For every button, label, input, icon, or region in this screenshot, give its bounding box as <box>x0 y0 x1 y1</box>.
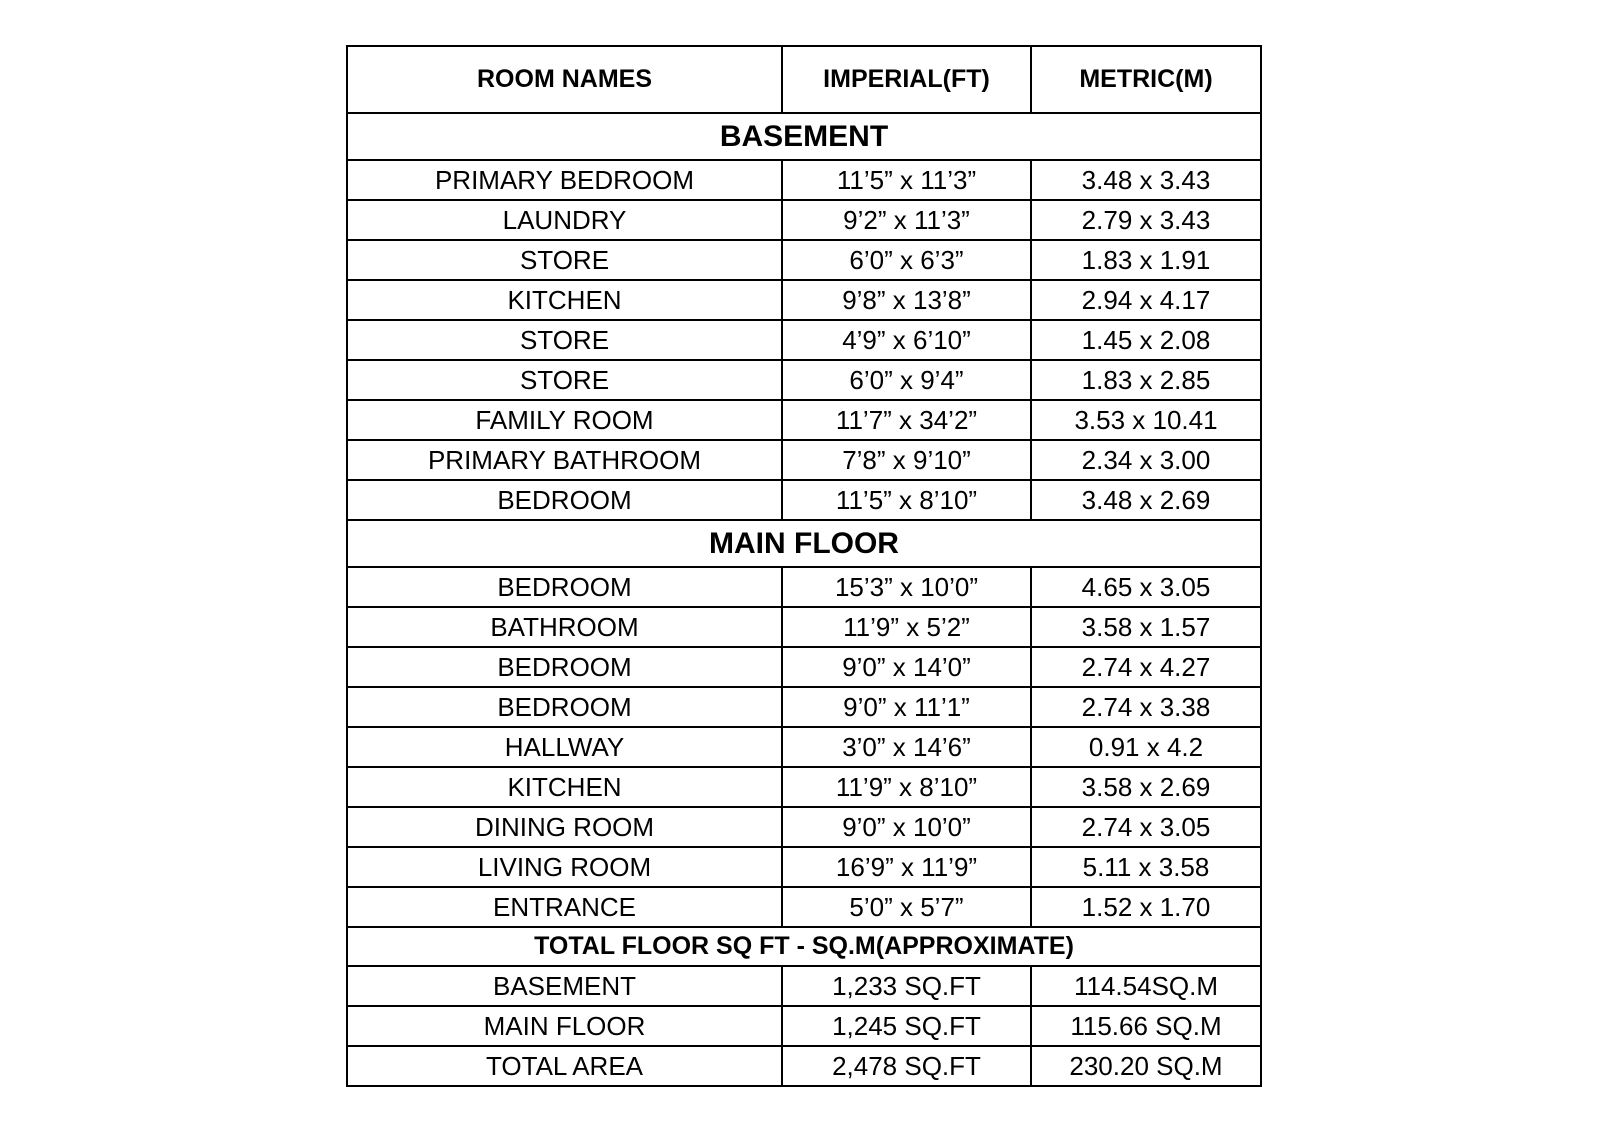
metric-cell: 3.58 x 2.69 <box>1031 767 1261 807</box>
metric-cell: 3.48 x 3.43 <box>1031 160 1261 200</box>
room-name-cell: BEDROOM <box>347 687 782 727</box>
room-name-cell: BEDROOM <box>347 647 782 687</box>
table-row <box>347 807 1261 847</box>
room-name-cell: ENTRANCE <box>347 887 782 927</box>
room-name-cell: HALLWAY <box>347 727 782 767</box>
table-row <box>347 200 1261 240</box>
table-row <box>347 240 1261 280</box>
metric-cell: 5.11 x 3.58 <box>1031 847 1261 887</box>
metric-cell: 114.54SQ.M <box>1031 966 1261 1006</box>
metric-cell: 1.45 x 2.08 <box>1031 320 1261 360</box>
room-name-cell: STORE <box>347 360 782 400</box>
imperial-cell: 11’7” x 34’2” <box>782 400 1031 440</box>
imperial-cell: 9’0” x 11’1” <box>782 687 1031 727</box>
imperial-cell: 15’3” x 10’0” <box>782 567 1031 607</box>
imperial-cell: 5’0” x 5’7” <box>782 887 1031 927</box>
totals-header-title: TOTAL FLOOR SQ FT - SQ.M(APPROXIMATE) <box>347 927 1261 966</box>
room-name-cell: STORE <box>347 320 782 360</box>
room-name-cell: MAIN FLOOR <box>347 1006 782 1046</box>
table-row <box>347 687 1261 727</box>
room-dimensions-table <box>346 45 1262 1087</box>
room-name-cell: BATHROOM <box>347 607 782 647</box>
table-row <box>347 887 1261 927</box>
table-row <box>347 567 1261 607</box>
metric-cell: 115.66 SQ.M <box>1031 1006 1261 1046</box>
imperial-cell: 11’5” x 11’3” <box>782 160 1031 200</box>
table-row <box>347 847 1261 887</box>
metric-cell: 1.83 x 1.91 <box>1031 240 1261 280</box>
table-row <box>347 360 1261 400</box>
room-name-cell: FAMILY ROOM <box>347 400 782 440</box>
imperial-cell: 6’0” x 6’3” <box>782 240 1031 280</box>
room-name-cell: DINING ROOM <box>347 807 782 847</box>
metric-cell: 1.83 x 2.85 <box>1031 360 1261 400</box>
imperial-cell: 9’0” x 14’0” <box>782 647 1031 687</box>
room-name-cell: LIVING ROOM <box>347 847 782 887</box>
imperial-cell: 9’0” x 10’0” <box>782 807 1031 847</box>
imperial-cell: 1,245 SQ.FT <box>782 1006 1031 1046</box>
metric-cell: 3.48 x 2.69 <box>1031 480 1261 520</box>
room-name-cell: PRIMARY BATHROOM <box>347 440 782 480</box>
metric-cell: 2.94 x 4.17 <box>1031 280 1261 320</box>
table-row <box>347 440 1261 480</box>
table-row <box>347 727 1261 767</box>
table-row <box>347 400 1261 440</box>
section-header-basement-title: BASEMENT <box>347 113 1261 160</box>
imperial-cell: 16’9” x 11’9” <box>782 847 1031 887</box>
totals-header <box>347 927 1261 966</box>
metric-cell: 2.74 x 3.05 <box>1031 807 1261 847</box>
imperial-cell: 1,233 SQ.FT <box>782 966 1031 1006</box>
imperial-cell: 6’0” x 9’4” <box>782 360 1031 400</box>
table-row <box>347 320 1261 360</box>
room-name-cell: KITCHEN <box>347 767 782 807</box>
imperial-cell: 3’0” x 14’6” <box>782 727 1031 767</box>
metric-cell: 2.74 x 4.27 <box>1031 647 1261 687</box>
metric-cell: 2.79 x 3.43 <box>1031 200 1261 240</box>
room-name-cell: KITCHEN <box>347 280 782 320</box>
room-name-cell: BASEMENT <box>347 966 782 1006</box>
header-row <box>347 46 1261 113</box>
metric-cell: 1.52 x 1.70 <box>1031 887 1261 927</box>
metric-cell: 230.20 SQ.M <box>1031 1046 1261 1086</box>
room-name-cell: BEDROOM <box>347 567 782 607</box>
table-row <box>347 160 1261 200</box>
table-row <box>347 607 1261 647</box>
table-row <box>347 647 1261 687</box>
metric-cell: 0.91 x 4.2 <box>1031 727 1261 767</box>
header-metric: METRIC(M) <box>1031 46 1261 113</box>
room-name-cell: BEDROOM <box>347 480 782 520</box>
imperial-cell: 9’2” x 11’3” <box>782 200 1031 240</box>
section-header-basement <box>347 113 1261 160</box>
imperial-cell: 9’8” x 13’8” <box>782 280 1031 320</box>
metric-cell: 2.74 x 3.38 <box>1031 687 1261 727</box>
metric-cell: 3.58 x 1.57 <box>1031 607 1261 647</box>
room-name-cell: TOTAL AREA <box>347 1046 782 1086</box>
metric-cell: 3.53 x 10.41 <box>1031 400 1261 440</box>
table-row <box>347 767 1261 807</box>
imperial-cell: 11’5” x 8’10” <box>782 480 1031 520</box>
table-row <box>347 1046 1261 1086</box>
room-name-cell: STORE <box>347 240 782 280</box>
imperial-cell: 11’9” x 5’2” <box>782 607 1031 647</box>
metric-cell: 2.34 x 3.00 <box>1031 440 1261 480</box>
header-room-names: ROOM NAMES <box>347 46 782 113</box>
metric-cell: 4.65 x 3.05 <box>1031 567 1261 607</box>
section-header-main-floor <box>347 520 1261 567</box>
table-row <box>347 280 1261 320</box>
room-name-cell: PRIMARY BEDROOM <box>347 160 782 200</box>
imperial-cell: 2,478 SQ.FT <box>782 1046 1031 1086</box>
header-imperial: IMPERIAL(FT) <box>782 46 1031 113</box>
table-row <box>347 966 1261 1006</box>
imperial-cell: 7’8” x 9’10” <box>782 440 1031 480</box>
table-row <box>347 480 1261 520</box>
room-name-cell: LAUNDRY <box>347 200 782 240</box>
section-header-main-floor-title: MAIN FLOOR <box>347 520 1261 567</box>
imperial-cell: 11’9” x 8’10” <box>782 767 1031 807</box>
imperial-cell: 4’9” x 6’10” <box>782 320 1031 360</box>
table-row <box>347 1006 1261 1046</box>
